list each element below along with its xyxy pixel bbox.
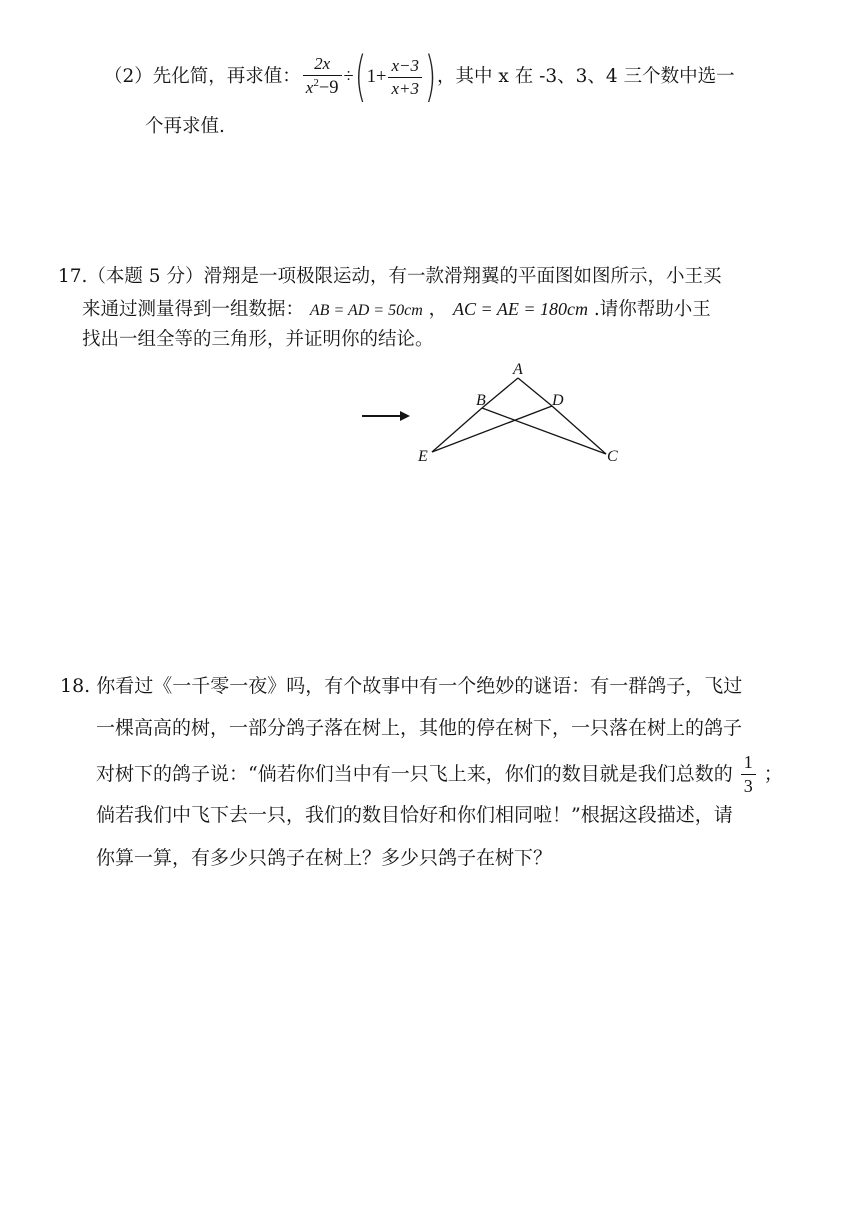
q18-fraction-one-third — [741, 753, 756, 796]
q16-2-left-paren: ( — [354, 45, 367, 108]
q17-line2-text-a: 来通过测量得到一组数据： — [82, 299, 305, 320]
q18-line2: 一棵高高的树，一部分鸽子落在树上，其他的停在树下，一只落在树上的鸽子 — [96, 717, 743, 739]
label-A: A — [513, 361, 523, 378]
segment-EB — [432, 408, 482, 452]
q16-2-divide-sign: ÷ — [343, 66, 354, 87]
q16-2-frac2-numerator: x−3 — [388, 57, 422, 78]
q16-2-frac1-denominator — [303, 76, 342, 99]
q16-2-prefix: （2）先化简，再求值： — [104, 65, 301, 87]
q17-line2-text-b: .请你帮助小王 — [593, 299, 711, 320]
direction-arrow-icon — [362, 411, 410, 421]
q16-2-frac1-den-rest: −9 — [318, 78, 339, 99]
label-E: E — [418, 448, 428, 465]
segment-AD — [518, 378, 552, 406]
segment-ED — [432, 406, 552, 452]
q17-line2 — [82, 300, 711, 320]
label-B: B — [476, 392, 486, 409]
q17-line1: 17.（本题 5 分）滑翔是一项极限运动，有一款滑翔翼的平面图如图所示，小王买 — [58, 266, 722, 287]
q16-2-line1 — [104, 45, 735, 108]
q16-2-frac2-denominator: x+3 — [391, 78, 419, 98]
q18-line1: 18. 你看过《一千零一夜》吗，有个故事中有一个绝妙的谜语：有一群鸽子，飞过 — [60, 675, 743, 697]
q16-2-right-paren: ) — [424, 45, 437, 108]
q16-2-one-plus: 1+ — [366, 66, 387, 87]
q16-2-frac1-numerator: 2x — [303, 55, 342, 76]
q17-equation-1: AB = AD = 50cm — [309, 302, 423, 319]
q18-line3-text-a: 对树下的鸽子说：“倘若你们当中有一只飞上来，你们的数目就是我们总数的 — [96, 762, 733, 785]
q17-equation-2: AC = AE = 180cm — [453, 299, 588, 319]
q16-2-fraction-1 — [303, 55, 342, 98]
q18-line3-text-b: ； — [763, 762, 783, 785]
q17-line3: 找出一组全等的三角形，并证明你的结论。 — [82, 329, 434, 350]
q16-2-suffix: ，其中 x 在 -3、3、4 三个数中选一 — [437, 65, 735, 87]
q18-line4: 倘若我们中飞下去一只，我们的数目恰好和你们相同啦！”根据这段描述，请 — [96, 804, 733, 826]
q16-2-fraction-2 — [388, 57, 422, 98]
segment-AB — [482, 378, 518, 408]
segment-BC — [482, 408, 606, 454]
q16-2-frac1-den-exp: 2 — [313, 77, 319, 90]
q18-frac-denominator: 3 — [743, 775, 753, 796]
label-C: C — [607, 448, 618, 465]
label-D: D — [552, 392, 564, 409]
segment-DC — [552, 406, 606, 454]
q17-glider-figure — [352, 358, 642, 470]
q18-line5: 你算一算，有多少只鸽子在树上？多少只鸽子在树下？ — [96, 847, 553, 869]
q17-figure-lines — [432, 378, 606, 454]
q16-2-line2: 个再求值. — [145, 116, 225, 137]
q16-2-frac1-den-var: x — [305, 78, 314, 98]
q18-frac-numerator: 1 — [741, 753, 756, 775]
q18-line3 — [96, 752, 783, 796]
q17-separator: ， — [428, 299, 448, 320]
